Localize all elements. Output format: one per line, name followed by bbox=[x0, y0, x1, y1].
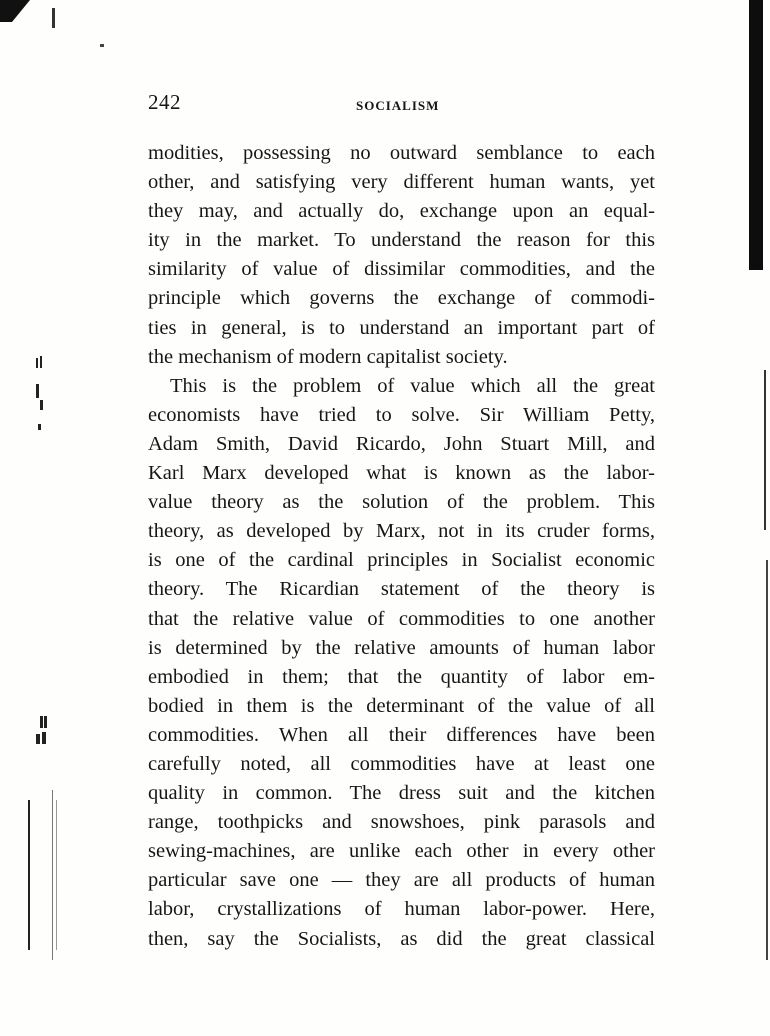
text-line: Adam Smith, David Ricardo, John Stuart Mill, and bbox=[148, 432, 655, 455]
scan-speck bbox=[52, 8, 55, 28]
text-line: Karl Marx developed what is known as the labor- bbox=[148, 462, 655, 485]
text-line: ties in general, is to understand an important part of bbox=[148, 316, 655, 339]
text-line: theory, as developed by Marx, not in its cruder forms, bbox=[148, 520, 655, 543]
text-line: other, and satisfying very different human wants, yet bbox=[148, 171, 655, 194]
text-line: value theory as the solution of the problem. This bbox=[148, 491, 655, 514]
text-line: sewing-machines, are unlike each other in every other bbox=[148, 840, 655, 863]
page-number: 242 bbox=[148, 90, 181, 114]
text-line: similarity of value of dissimilar commodities, and the bbox=[148, 258, 655, 281]
text-line: range, toothpicks and snowshoes, pink parasols and bbox=[148, 811, 655, 834]
text-line: principle which governs the exchange of commodi- bbox=[148, 287, 655, 310]
text-line: bodied in them is the determinant of the value of all bbox=[148, 694, 655, 717]
scan-spine-line bbox=[764, 370, 766, 530]
text-line: is determined by the relative amounts of human labor bbox=[148, 636, 655, 659]
text-line: they may, and actually do, exchange upon an equal- bbox=[148, 200, 655, 223]
text-line: embodied in them; that the quantity of labor em- bbox=[148, 665, 655, 688]
text-line: is one of the cardinal principles in Socialist economic bbox=[148, 549, 655, 572]
text-line: labor, crystallizations of human labor-power. Here, bbox=[148, 898, 655, 921]
scan-corner-mark bbox=[0, 0, 30, 22]
text-line: ity in the market. To understand the reason for this bbox=[148, 229, 655, 252]
text-line: commodities. When all their differences have been bbox=[148, 723, 655, 746]
scan-spine-shadow bbox=[749, 0, 763, 270]
text-line: that the relative value of commodities to one another bbox=[148, 607, 655, 630]
scan-speck bbox=[100, 44, 104, 47]
body-text bbox=[148, 139, 655, 954]
running-head: SOCIALISM bbox=[356, 98, 440, 113]
text-line: theory. The Ricardian statement of the theory is bbox=[148, 578, 655, 601]
text-line: particular save one — they are all products of human bbox=[148, 869, 655, 892]
text-line: quality in common. The dress suit and the kitchen bbox=[148, 782, 655, 805]
text-line: the mechanism of modern capitalist society. bbox=[148, 345, 508, 368]
scan-spine-line bbox=[766, 560, 768, 960]
text-line: then, say the Socialists, as did the great classical bbox=[148, 927, 655, 950]
text-line: This is the problem of value which all the great bbox=[170, 374, 655, 397]
text-line: modities, possessing no outward semblance to each bbox=[148, 142, 655, 164]
text-line: carefully noted, all commodities have at least one bbox=[148, 752, 655, 775]
text-line: economists have tried to solve. Sir William Petty, bbox=[148, 403, 655, 426]
